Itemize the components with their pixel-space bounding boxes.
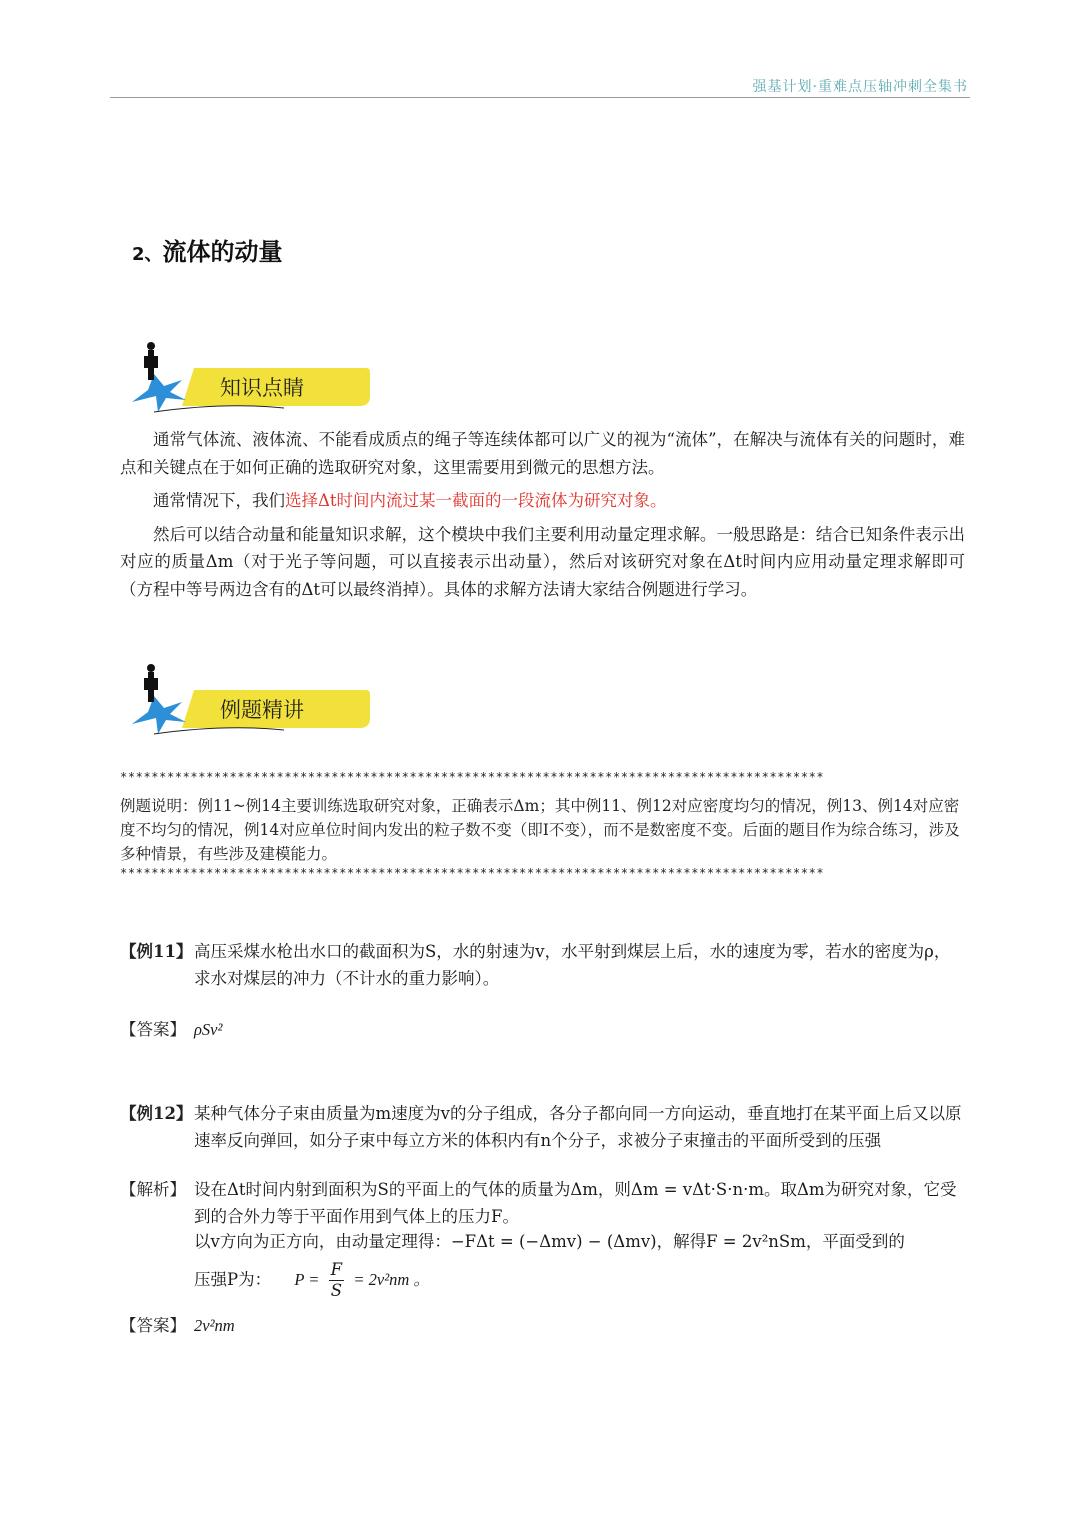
knowledge-paragraph-3: 然后可以结合动量和能量知识求解，这个模块中我们主要利用动量定理求解。一般思路是：结合已知条件表示出对应的质量Δm（对于光子等问题，可以直接表示出动量），然后对该研究对象在Δt时间内应用动量定理求解即可（方程中等号两边含有的Δt可以最终消掉）。具体的求解方法请大家结合例题进行学习。 [120,524,965,599]
example-12-analysis-1: 设在Δt时间内射到面积为S的平面上的气体的质量为Δm，则Δm = vΔt·S·n·m。取Δm为研究对象，它受到的合外力等于平面作用到气体上的压力F。 [194,1180,957,1226]
example-12-tag: 【例12】 [120,1104,193,1123]
example-11-answer-tag: 【答案】 [120,1020,186,1039]
example-note: 例题说明：例11~例14主要训练选取研究对象，正确表示Δm；其中例11、例12对应密度均匀的情况，例13、例14对应密度不均匀的情况，例14对应单位时间内发出的粒子数不变（即I不变），而不是数密度不变。后面的题目作为综合练习，涉及多种情景，有些涉及建模能力。 [120,797,960,863]
paragraph-2-highlight: 选择Δt时间内流过某一截面的一段流体为研究对象。 [285,491,667,510]
section-title-text: 流体的动量 [162,238,283,266]
fraction-numerator: F [330,1260,343,1279]
knowledge-banner-label: 知识点睛 [220,376,304,400]
stars-divider-bottom: ****************************************************************************************** [120,866,825,880]
example-12-analysis-3 [194,1260,970,1301]
fraction-denominator: S [330,1281,343,1300]
knowledge-paragraph-1: 通常气体流、液体流、不能看成质点的绳子等连续体都可以广义的视为“流体”，在解决与流体有关的问题时，难点和关键点在于如何正确的选取研究对象，这里需要用到微元的思想方法。 [120,430,965,477]
knowledge-paragraph-2 [120,487,965,515]
example-12-analysis-tag: 【解析】 [120,1180,186,1199]
example-11-tag: 【例11】 [120,942,193,961]
stars-divider-top: ****************************************************************************************** [120,770,825,784]
knowledge-banner [124,338,374,416]
example-12-analysis-2: 以v方向为正方向，由动量定理得：−FΔt = (−Δmv) − (Δmv)，解得F = 2v²nSm，平面受到的 [194,1232,905,1251]
paragraph-2-prefix: 通常情况下，我们 [153,491,285,510]
example-12-question: 某种气体分子束由质量为m速度为v的分子组成，各分子都向同一方向运动，垂直地打在某平面上后又以原速率反向弹回，如分子束中每立方米的体积内有n个分子，求被分子束撞击的平面所受到的压强 [194,1104,962,1150]
pressure-lhs: P = [294,1270,320,1289]
section-title [132,232,283,267]
example-12-answer-tag: 【答案】 [120,1316,186,1335]
knowledge-section [120,426,965,609]
section-number: 2、 [132,244,163,265]
pressure-label: 压强P为： [194,1270,272,1289]
example-11-question: 高压采煤水枪出水口的截面积为S，水的射速为v，水平射到煤层上后，水的速度为零，若水的密度为ρ，求水对煤层的冲力（不计水的重力影响）。 [194,942,951,988]
example-12 [120,1100,970,1154]
example-12-analysis [120,1176,970,1230]
example-12-answer-value: 2v²nm [194,1316,235,1335]
header-title: 强基计划·重难点压轴冲刺全集书 [752,79,968,95]
examples-banner-label: 例题精讲 [220,698,304,722]
pressure-rhs: = 2v²nm 。 [353,1270,430,1289]
pressure-fraction [329,1260,344,1301]
example-11-answer [120,1016,970,1043]
header-divider [110,97,970,98]
example-11 [120,938,970,992]
example-11-answer-value: ρSv² [194,1020,223,1039]
example-12-answer [120,1312,970,1339]
examples-banner [124,660,374,738]
